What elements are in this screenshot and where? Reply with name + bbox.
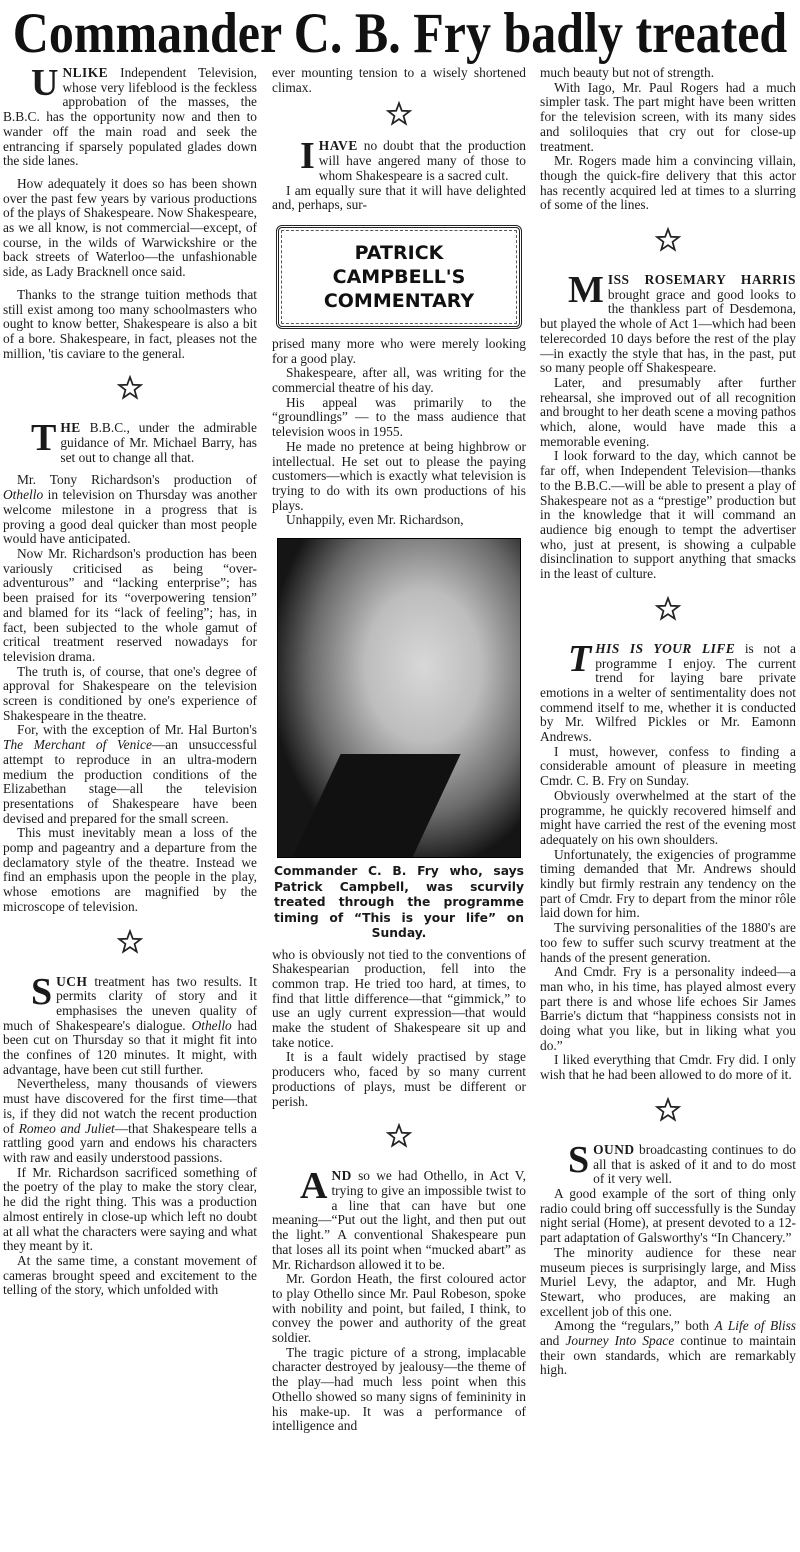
section-this-is-your-life: THIS IS YOUR LIFE is not a programme I enjoy. The current trend for laying bare private emotions in a welter of sentimentality does not commend itself to me, whether it is conducted by Mr. Wilfred Pickles or Mr. Eamonn Andrews. (540, 637, 796, 745)
drop-cap: U (31, 62, 59, 104)
portrait-photo (277, 538, 521, 858)
drop-cap: A (300, 1165, 328, 1208)
paragraph: Among the “regulars,” both A Life of Bliss and Journey Into Space continue to maintain their own standards, which are remarkably high. (540, 1318, 796, 1378)
paragraph: The truth is, of course, that one's degree of approval for Shakespeare on the television screen is conditioned by one's experience of Shakespeare in the theatre. (3, 663, 257, 723)
paragraph: Shakespeare, after all, was writing for the commercial theatre of his day. (272, 365, 526, 396)
paragraph: Later, and presumably after further rehearsal, she improved out of all recognition and brought to her death scene a moving pathos which, alone, would have made this a memorable evening. (540, 374, 796, 449)
paragraph: I must, however, confess to finding a considerable amount of pleasure in meeting Cmdr. C. B. Fry on Sunday. (540, 743, 796, 789)
paragraph: Nevertheless, many thousands of viewers must have discovered for the first time—that is, if they did not watch the recent production of Romeo and Juliet—that Shakespeare tells a rattling good yarn and endows his characters with raw and easily understood passions. (3, 1076, 257, 1165)
paragraph: His appeal was primarily to the “groundlings” — to the mass audience that television woos in 1955. (272, 394, 526, 440)
column-title-line: CAMPBELL'S (332, 265, 466, 288)
paragraph: Unfortunately, the exigencies of programme timing demanded that Mr. Andrews should kindly but firmly restrain any tendency on the part of Cmdr. Fry to depart from the minor rôle laid down for him. (540, 846, 796, 921)
paragraph: I look forward to the day, which cannot be far off, when Independent Television—thanks to the B.B.C.—will be able to present a play of Shakespeare not as a “prestige” production but in the knowledge that it will command an audience big enough to tempt the advertiser who, just at present, is showing a culpable disinclination to support anything that smacks in the least of culture. (540, 448, 796, 582)
paragraph: Mr. Gordon Heath, the first coloured actor to play Othello since Mr. Paul Robeson, spoke with nobility and point, but failed, I think, to convey the power and authority of the great soldier. (272, 1271, 526, 1346)
paragraph: At the same time, a constant movement of cameras brought speed and excitement to the telling of the story, which unfolded with (3, 1252, 257, 1298)
paragraph: If Mr. Richardson sacrificed something of the poetry of the play to make the story clear, he did the right thing. This was a production almost entirely in close-up which left no doubt at all what the characters were saying and what they meant by it. (3, 1164, 257, 1254)
paragraph: Thanks to the strange tuition methods that still exist among too many schoolmasters who ought to know better, Shakespeare is also a bit of a bore. Shakespeare, in fact, pleases not the million, 'tis caviare to the general. (3, 286, 257, 361)
section-unlike: UNLIKE Independent Television, whose very lifeblood is the feckless approbation of the masses, the B.B.C. has the opportunity now and then to wander off the main road and seek the entrancing if sparsely populated glades down the side lanes. (3, 62, 257, 169)
star-ornament-icon (3, 375, 257, 405)
headline: Commander C. B. Fry badly treated (12, 0, 788, 65)
paragraph: Mr. Rogers made him a convincing villain, though the quick-fire delivery that this actor has recently acquired led at times to a slurring of some of the lines. (540, 153, 796, 213)
paragraph: And Cmdr. Fry is a personality indeed—a man who, in his time, has played almost every part there is and whose life echoes Sir James Barrie's dictum that “happiness consists not in doing what you like, but in liking what you do.” (540, 964, 796, 1053)
column-3 (540, 66, 796, 1378)
paragraph: I liked everything that Cmdr. Fry did. I only wish that he had been allowed to do more of it. (540, 1052, 796, 1083)
star-ornament-icon (540, 1097, 796, 1127)
paragraph: He made no pretence at being highbrow or intellectual. He set out to please the paying customers—which is exactly what television is trying to do with its own productions of his plays. (272, 438, 526, 513)
paragraph: How adequately it does so has been shown over the past few years by various productions of the plays of Shakespeare. Now Shakespeare, as we all know, is not commercial—except, of course, in the wilds of Warwickshire or the back streets of Waterloo—the unfashionable side, as Lady Bracknell once said. (3, 175, 257, 280)
paragraph: who is obviously not tied to the conventions of Shakespearian production, fell into the common trap. He tried too hard, at times, to find that little difference—that “gimmick,” to use an ugly current expression—that would make the student of Shakespeare sit up and take notice. (272, 946, 526, 1050)
column-1 (3, 62, 258, 1298)
drop-cap: S (31, 970, 53, 1013)
paragraph: prised many more who were merely looking for a good play. (272, 335, 526, 366)
paragraph: The surviving personalities of the 1880's are too few to suffer such scurvy treatment at the hands of the present generation. (540, 920, 796, 965)
paragraph: ever mounting tension to a wisely shortened climax. (272, 65, 526, 95)
section-and-so: AND so we had Othello, in Act V, trying to give an impossible twist to a line that can have but one meaning—“Put out the light, and then put out the light.” A conventional Shakespeare pun that loses all its point when “mucked abart” as Mr. Richardson allowed it to be. (272, 1165, 526, 1272)
section-such: SUCH treatment has two results. It permits clarity of story and it emphasises the uneven quality of much of Shakespeare's dialogue. Othello had been cut on Thursday so that it might fit into the confines of 120 minutes. It might, with advantage, have been cut still further. (3, 970, 258, 1077)
photo-caption: Commander C. B. Fry who, says Patrick Campbell, was scurvily treated through the programme timing of “This is your life” on Sunday. (274, 864, 524, 941)
star-ornament-icon (272, 1123, 526, 1153)
paragraph: For, with the exception of Mr. Hal Burton's The Merchant of Venice—an unsuccessful attempt to reproduce in an ultra-modern medium the production conditions of the Elizabethan stage—all the television presentations of Shakespeare have been devised and prepared for the small screen. (3, 722, 257, 826)
star-ornament-icon (540, 596, 796, 626)
paragraph: Unhappily, even Mr. Richardson, (286, 512, 464, 528)
paragraph: With Iago, Mr. Paul Rogers had a much simpler task. The part might have been written for the television screen, with its many sides and soliloquies that cry out for close-up treatment. (540, 79, 796, 154)
drop-cap: T (568, 637, 592, 680)
star-ornament-icon (3, 929, 257, 959)
paragraph: The minority audience for these near museum pieces is surprisingly large, and Miss Muriel Levy, the adaptor, and Mr. Hugh Stewart, who produces, are making an excellent job of this one. (540, 1244, 796, 1319)
paragraph: Obviously overwhelmed at the start of the programme, he quickly recovered himself and might have carried the rest of the evening most adequately on his own shoulders. (540, 787, 796, 847)
column-title-line: PATRICK (354, 241, 444, 264)
drop-cap: S (568, 1138, 590, 1181)
paragraph: This must inevitably mean a loss of the pomp and pageantry and a departure from the declamatory style of the theatre. Instead we find an emphasis upon the people in the play, whose emotions are magnified by the microscope of television. (3, 825, 257, 914)
column-title-line: COMMENTARY (323, 289, 475, 312)
section-sound: SOUND broadcasting continues to do all that is asked of it and to do most of it very well. (568, 1138, 796, 1187)
column-2 (272, 66, 526, 1434)
paragraph: It is a fault widely practised by stage producers who, faced by so many current productions of plays, must be different or perish. (272, 1049, 526, 1109)
paragraph: A good example of the sort of thing only radio could bring off successfully is the Sunday night serial (Home), at present devoted to a 12-part adaptation of Galsworthy's “In Chancery.” (540, 1186, 796, 1246)
drop-cap: I (300, 135, 315, 178)
star-ornament-icon (272, 101, 526, 131)
paragraph: Mr. Tony Richardson's production of Othello in television on Thursday was another welcome milestone in a progress that is proving a good deal quicker than most people would have anticipated. (3, 472, 257, 547)
drop-cap: M (568, 269, 604, 312)
paragraph: much beauty but not of strength. (540, 65, 715, 80)
star-ornament-icon (540, 227, 796, 257)
paragraph: Now Mr. Richardson's production has been variously criticised as being “over-adventurous” and “lacking enterprise”; has been praised for its “overpowering tension” and blamed for its “lack of feeling”; has, in fact, been subjected to the whole gamut of critical treatment reserved nowadays for television drama. (3, 545, 257, 664)
drop-cap: T (31, 417, 57, 460)
column-title-box (276, 225, 522, 329)
section-miss-rosemary-harris: MISS ROSEMARY HARRIS brought grace and good looks to the thankless part of Desdemona, but played the whole of Act 1—which had been telerecorded 10 days before the rest of the play—in exactly the style that has, in the past, put so many people off Shakespeare. (540, 269, 796, 376)
section-i-have: IHAVE no doubt that the production will have angered many of those to whom Shakespeare is a sacred cult. (300, 135, 526, 183)
paragraph: The tragic picture of a strong, implacable character destroyed by jealousy—the theme of the play—had much less point when this Othello showed so many signs of femininity in his make-up. It was a performance of intelligence and (272, 1344, 526, 1434)
paragraph: I am equally sure that it will have delighted and, perhaps, sur- (272, 182, 526, 213)
section-the-bbc: THE B.B.C., under the admirable guidance of Mr. Michael Barry, has set out to change all that. (31, 417, 257, 465)
